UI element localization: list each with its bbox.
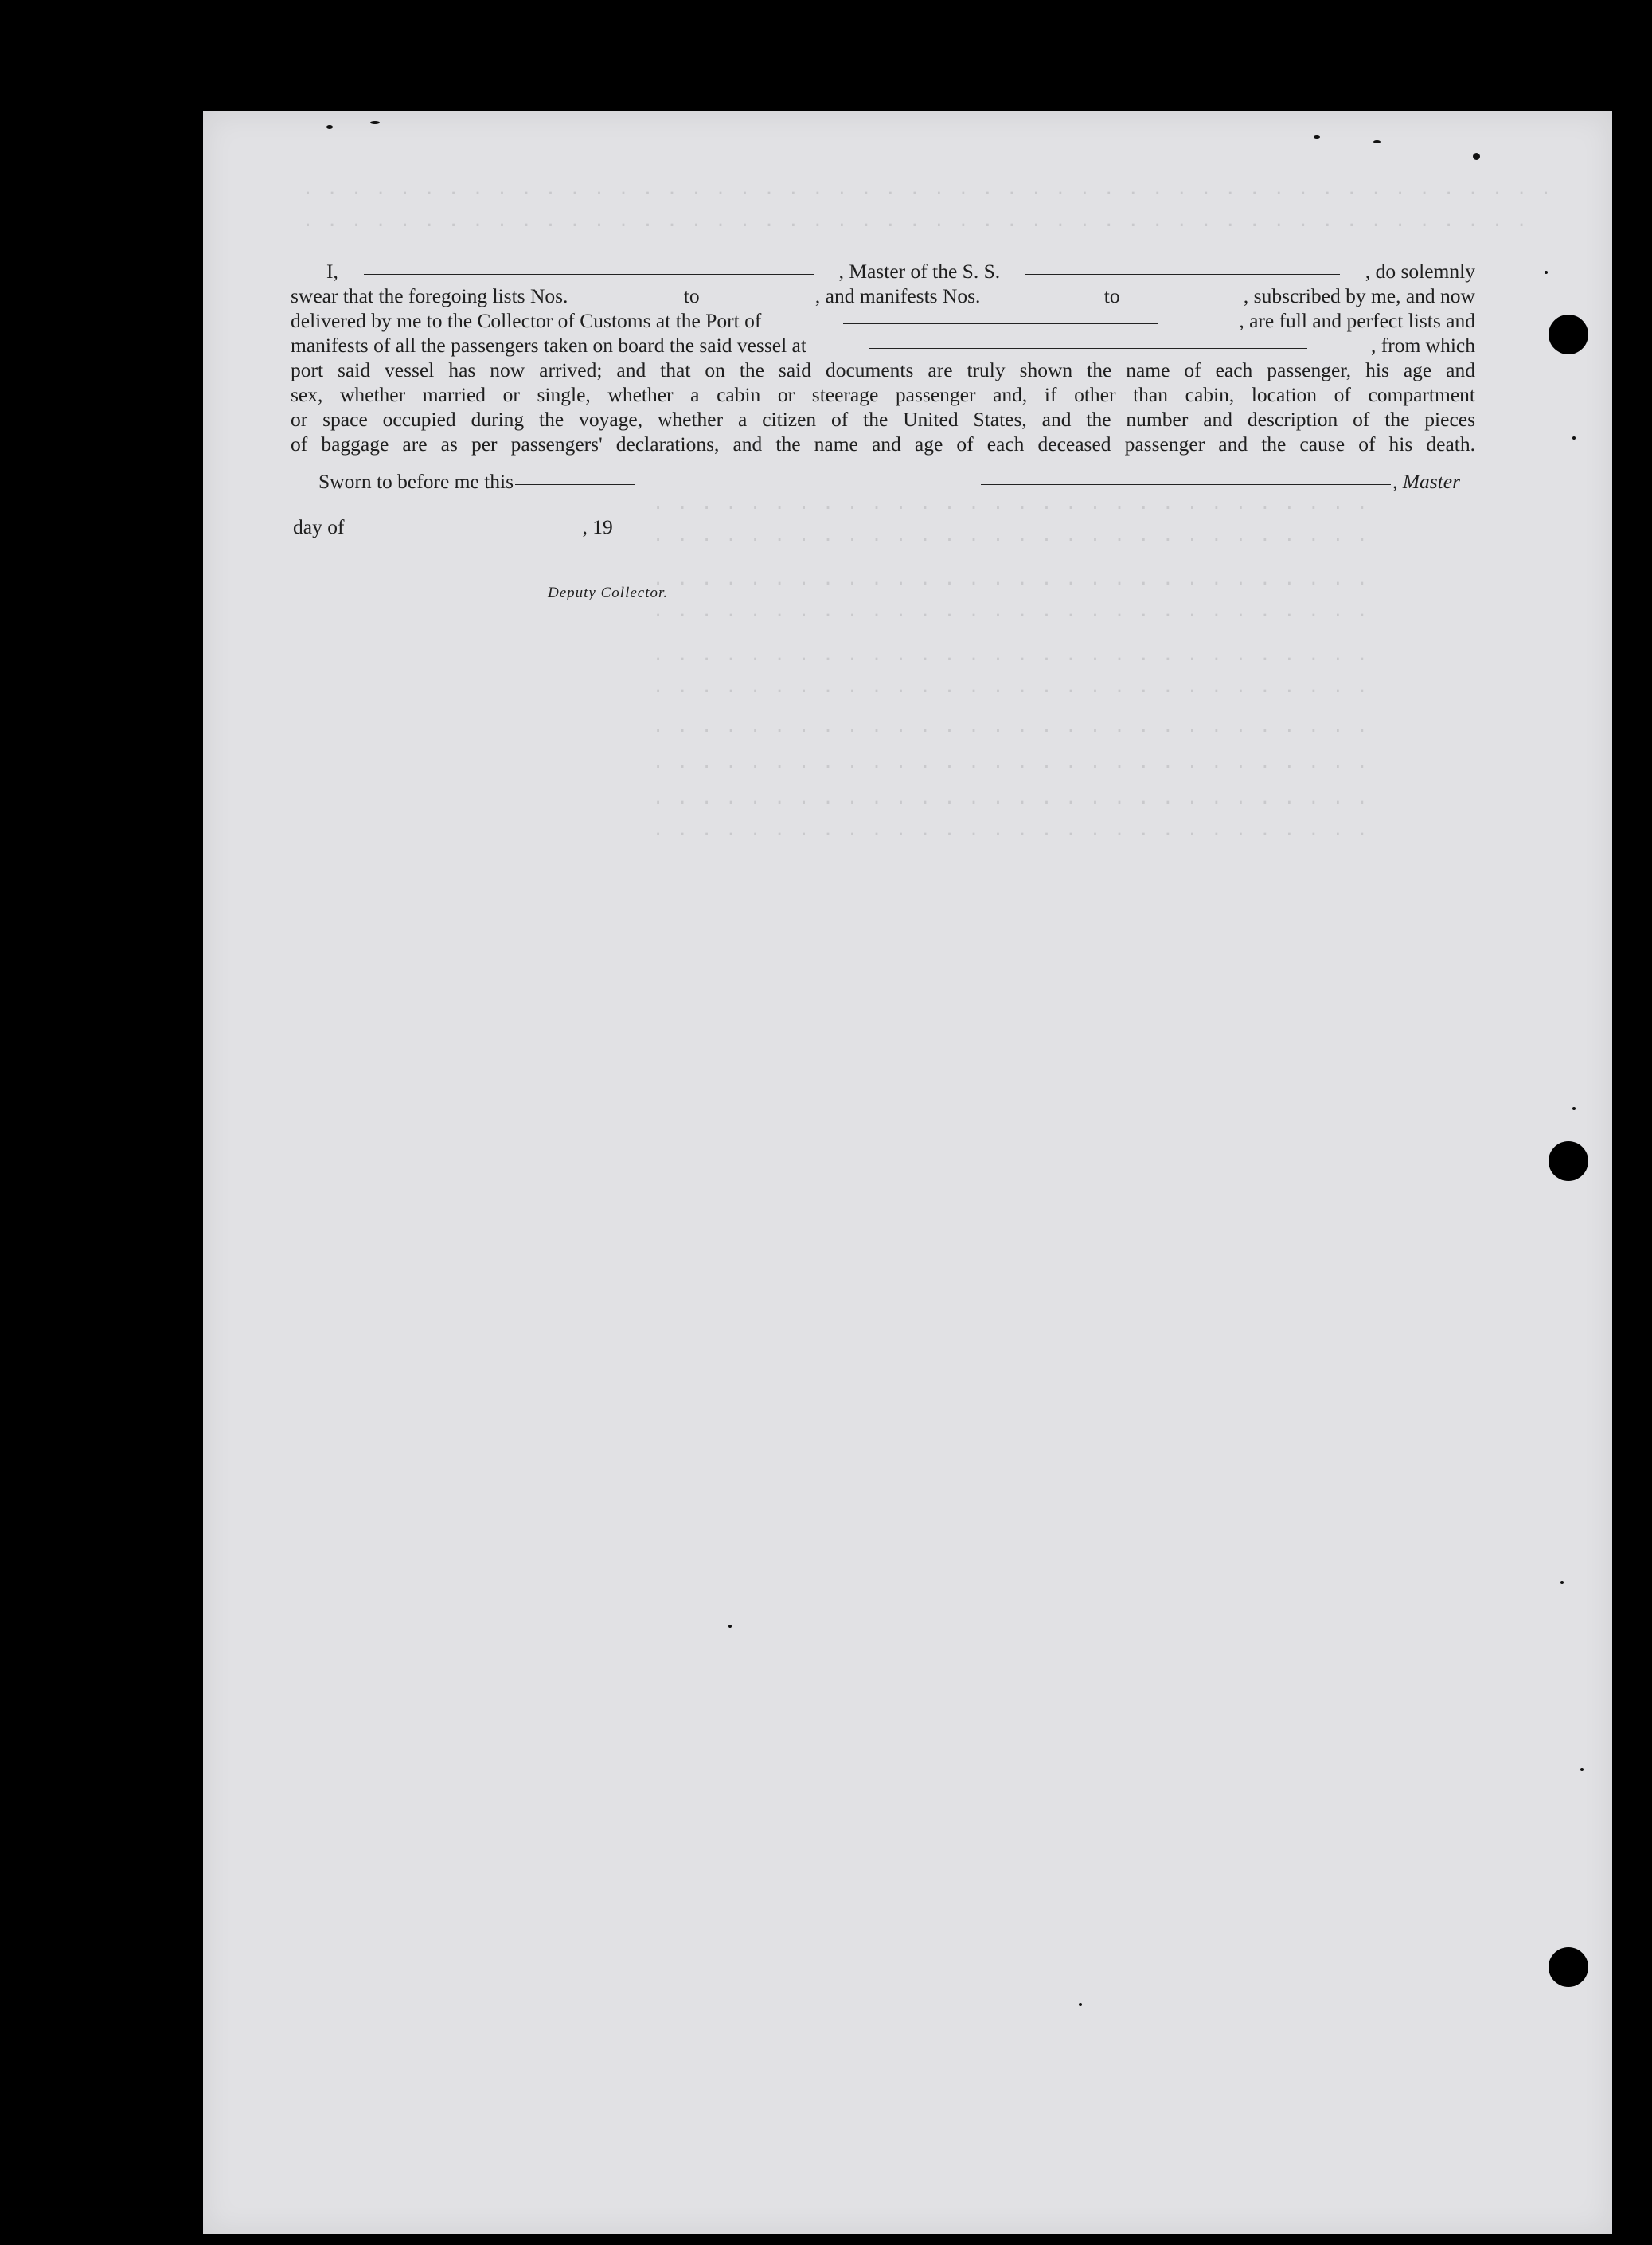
oath-text: swear that the foregoing lists Nos. bbox=[291, 284, 568, 307]
bleed-through-text: . . . . . . . . . . . . . . . . . . . . . . . . . . . . . . . . . . . . . . . . . . . . . . . . . . . . bbox=[303, 179, 1553, 199]
oath-text: I, bbox=[326, 260, 338, 283]
bleed-through-text: . . . . . . . . . . . . . . . . . . . . . . . . . . . . . . bbox=[653, 677, 1369, 697]
speck bbox=[1473, 153, 1480, 160]
master-signature-line bbox=[979, 470, 1460, 494]
oath-text: to bbox=[683, 284, 700, 307]
oath-line-1 bbox=[291, 259, 1475, 284]
binder-hole-middle bbox=[1549, 1141, 1588, 1181]
bleed-through-text: . . . . . . . . . . . . . . . . . . . . . . . . . . . . . . bbox=[653, 569, 1369, 589]
oath-text: to bbox=[1103, 284, 1120, 307]
oath-text: manifests of all the passengers taken on board the said vessel at bbox=[291, 334, 806, 357]
sworn-line bbox=[318, 470, 636, 494]
sworn-label: Sworn to before me this bbox=[318, 470, 514, 493]
speck bbox=[1373, 140, 1381, 143]
master-label: , Master bbox=[1392, 470, 1460, 493]
port-field[interactable] bbox=[843, 323, 1158, 324]
binder-hole-bottom bbox=[1549, 1947, 1588, 1987]
bleed-through-text: . . . . . . . . . . . . . . . . . . . . . . . . . . . . . . bbox=[653, 494, 1369, 514]
bleed-through-text: . . . . . . . . . . . . . . . . . . . . . . . . . . . . . . . . . . . . . . . . . . . . . . . . . . . bbox=[303, 211, 1529, 231]
binder-hole-top bbox=[1549, 315, 1588, 354]
bleed-through-text: . . . . . . . . . . . . . . . . . . . . . . . . . . . . . . bbox=[653, 601, 1369, 621]
bleed-through-text: . . . . . . . . . . . . . . . . . . . . . . . . . . . . . . bbox=[653, 717, 1369, 737]
bleed-through-text: . . . . . . . . . . . . . . . . . . . . . . . . . . . . . . bbox=[653, 753, 1369, 772]
bleed-through-text: . . . . . . . . . . . . . . . . . . . . . . . . . . . . . . bbox=[653, 820, 1369, 840]
oath-line-4 bbox=[291, 333, 1475, 358]
speck bbox=[1572, 436, 1576, 440]
speck bbox=[1560, 1581, 1564, 1584]
bleed-through-text: . . . . . . . . . . . . . . . . . . . . . . . . . . . . . . bbox=[653, 788, 1369, 808]
sworn-date-field[interactable] bbox=[515, 484, 635, 485]
oath-text: , from which bbox=[1370, 334, 1475, 357]
oath-text: , do solemnly bbox=[1365, 260, 1475, 283]
speck bbox=[1572, 1107, 1576, 1110]
speck bbox=[1580, 1768, 1584, 1771]
speck bbox=[1079, 2003, 1082, 2006]
bleed-through-text: . . . . . . . . . . . . . . . . . . . . . . . . . . . . . . bbox=[653, 645, 1369, 665]
speck bbox=[370, 121, 380, 124]
bleed-through-text: . . . . . . . . . . . . . . . . . . . . . . . . . . . . . . bbox=[653, 526, 1369, 546]
embarkation-port-field[interactable] bbox=[869, 348, 1307, 349]
vessel-name-field[interactable] bbox=[1025, 274, 1340, 275]
oath-text: delivered by me to the Collector of Customs at the Port of bbox=[291, 309, 762, 332]
master-signature-field[interactable] bbox=[981, 484, 1391, 485]
master-name-field[interactable] bbox=[364, 274, 814, 275]
speck bbox=[326, 125, 333, 129]
oath-line-6: sex, whether married or single, whether a cabin or steerage passenger and, if other than cabin, location of compartment bbox=[291, 383, 1475, 406]
oath-line-3 bbox=[291, 308, 1475, 333]
year-label: , 19 bbox=[582, 515, 613, 538]
oath-text: , Master of the S. S. bbox=[838, 260, 1001, 283]
oath-text: , are full and perfect lists and bbox=[1239, 309, 1475, 332]
speck bbox=[1545, 271, 1548, 274]
oath-line-7: or space occupied during the voyage, whether a citizen of the United States, and the number and description of the pieces bbox=[291, 408, 1475, 431]
oath-text: , subscribed by me, and now bbox=[1243, 284, 1475, 307]
speck bbox=[1314, 135, 1320, 139]
day-label: day of bbox=[293, 515, 345, 538]
oath-line-2 bbox=[291, 284, 1475, 308]
oath-line-5: port said vessel has now arrived; and that on the said documents are truly shown the name of each passenger, his age and bbox=[291, 358, 1475, 381]
oath-line-8: of baggage are as per passengers' declarations, and the name and age of each deceased passenger and the cause of his death. bbox=[291, 432, 1475, 456]
oath-text: , and manifests Nos. bbox=[814, 284, 981, 307]
speck bbox=[728, 1625, 732, 1628]
day-line bbox=[293, 515, 662, 539]
deputy-collector-caption: Deputy Collector. bbox=[548, 585, 669, 601]
oath-paragraph bbox=[291, 259, 1475, 456]
